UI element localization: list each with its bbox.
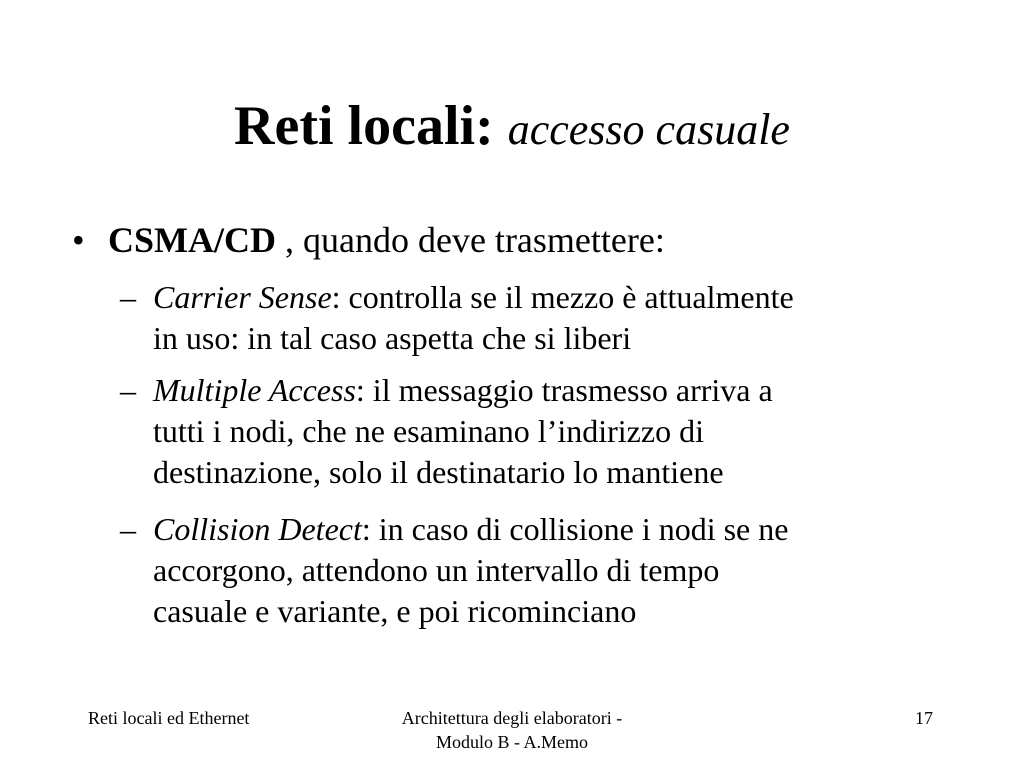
page-number: 17 xyxy=(915,708,933,728)
bullet-csma-cd xyxy=(72,218,665,262)
title-subtitle: accesso casuale xyxy=(507,105,790,154)
subitem-line: destinazione, solo il destinatario lo mantiene xyxy=(153,454,724,490)
subitem-collision-detect xyxy=(120,509,980,632)
slide-title xyxy=(0,94,1024,162)
footer-center xyxy=(362,706,662,754)
subitem-line: in uso: in tal caso aspetta che si liberi xyxy=(153,320,632,356)
bullet-dot-icon: • xyxy=(72,220,85,260)
subitem-line: : in caso di collisione i nodi se ne xyxy=(361,511,789,547)
subitem-term: Carrier Sense xyxy=(153,279,332,315)
subitem-line: casuale e variante, e poi ricominciano xyxy=(153,593,637,629)
footer-center-line: Modulo B - A.Memo xyxy=(435,732,588,752)
subitem-term: Multiple Access xyxy=(153,372,356,408)
title-main: Reti locali: xyxy=(234,95,494,157)
dash-icon: – xyxy=(120,279,136,315)
footer-left: Reti locali ed Ethernet xyxy=(88,708,250,728)
dash-icon: – xyxy=(120,372,136,408)
subitem-line: : il messaggio trasmesso arriva a xyxy=(355,372,773,408)
subitem-multiple-access xyxy=(120,370,980,493)
bullet-text: , quando deve trasmettere: xyxy=(276,220,665,260)
subitem-line: tutti i nodi, che ne esaminano l’indirizzo di xyxy=(153,413,704,449)
dash-icon: – xyxy=(120,511,136,547)
footer-center-line: Architettura degli elaboratori - xyxy=(401,708,623,728)
bullet-term: CSMA/CD xyxy=(108,220,276,260)
subitem-carrier-sense xyxy=(120,277,980,359)
subitem-line: accorgono, attendono un intervallo di tempo xyxy=(153,552,720,588)
subitem-term: Collision Detect xyxy=(153,511,362,547)
subitem-line: : controlla se il mezzo è attualmente xyxy=(331,279,794,315)
